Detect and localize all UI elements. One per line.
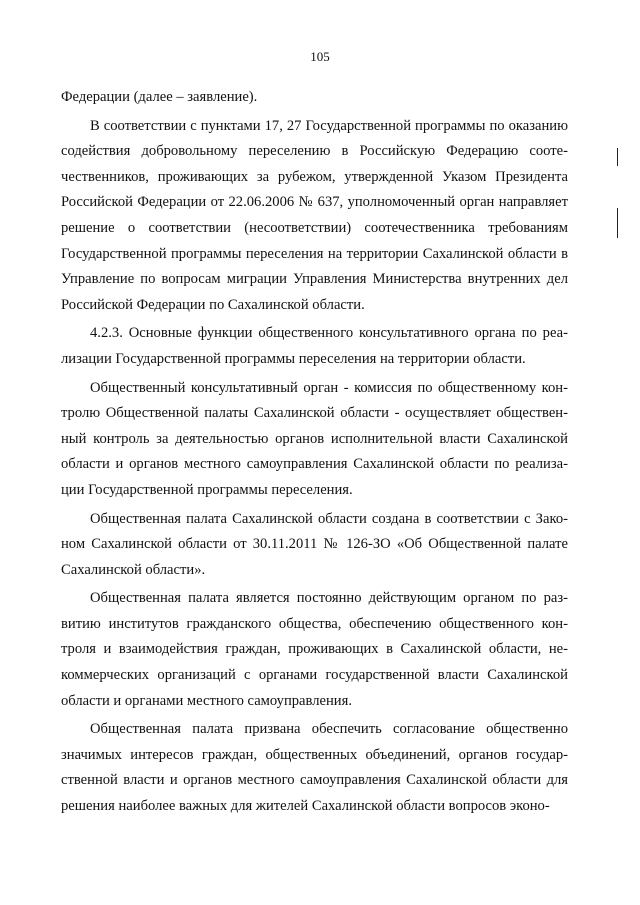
paragraph-chamber-created: Общественная палата Сахалинской области создана в соответствии с Законом Сахалинской области от 30.11.2011 № 126-ЗО «Об Общественной палате Сахалинской области».: [61, 510, 568, 578]
document-body: [61, 85, 568, 823]
paragraph-chamber-purpose: Общественная палата призвана обеспечить согласование общественно значимых интересов граждан, общественных объединений, органов государственной власти и органов местного самоуправления Сахалинской области для решения наиболее важных для жителей Сахалинской области вопросов эконо-: [61, 721, 568, 815]
paragraph-program-decision: В соответствии с пунктами 17, 27 Государственной программы по оказанию содействия добровольному переселению в Российскую Федерацию соотeчественников, проживающих за рубежом, утвержденной Указом Президента Российской Федерации от 22.06.2006 № 637, уполномоченный орган направляет решение о соответствии (несоответствии) соотечественника требованиям Государственной программы переселения на территории Сахалинской области в Управление по вопросам миграции Управления Министерства внутренних дел Российской Федерации по Сахалинской области.: [61, 117, 568, 313]
margin-line-mark: [617, 148, 618, 166]
paragraph-section-4-2-3: 4.2.3. Основные функции общественного консультативного органа по реализации Государственной программы переселения на территории области.: [61, 325, 568, 367]
paragraph-chamber-role: Общественная палата является постоянно действующим органом по развитию институтов гражданского общества, обеспечению общественного контроля и взаимодействия граждан, проживающих в Сахалинской области, некоммерческих организаций с органами государственной власти Сахалинской области и органами местного самоуправления.: [61, 590, 568, 709]
paragraph-continuation: Федерации (далее – заявление).: [61, 89, 258, 105]
page-number: 105: [310, 49, 330, 64]
paragraph-consultative-body: Общественный консультативный орган - комиссия по общественному контролю Общественной палаты Сахалинской области - осуществляет общественный контроль за деятельностью органов исполнительной власти Сахалинской области и органов местного самоуправления Сахалинской области по реализации Государственной программы переселения.: [61, 379, 568, 498]
margin-line-mark: [617, 208, 618, 238]
